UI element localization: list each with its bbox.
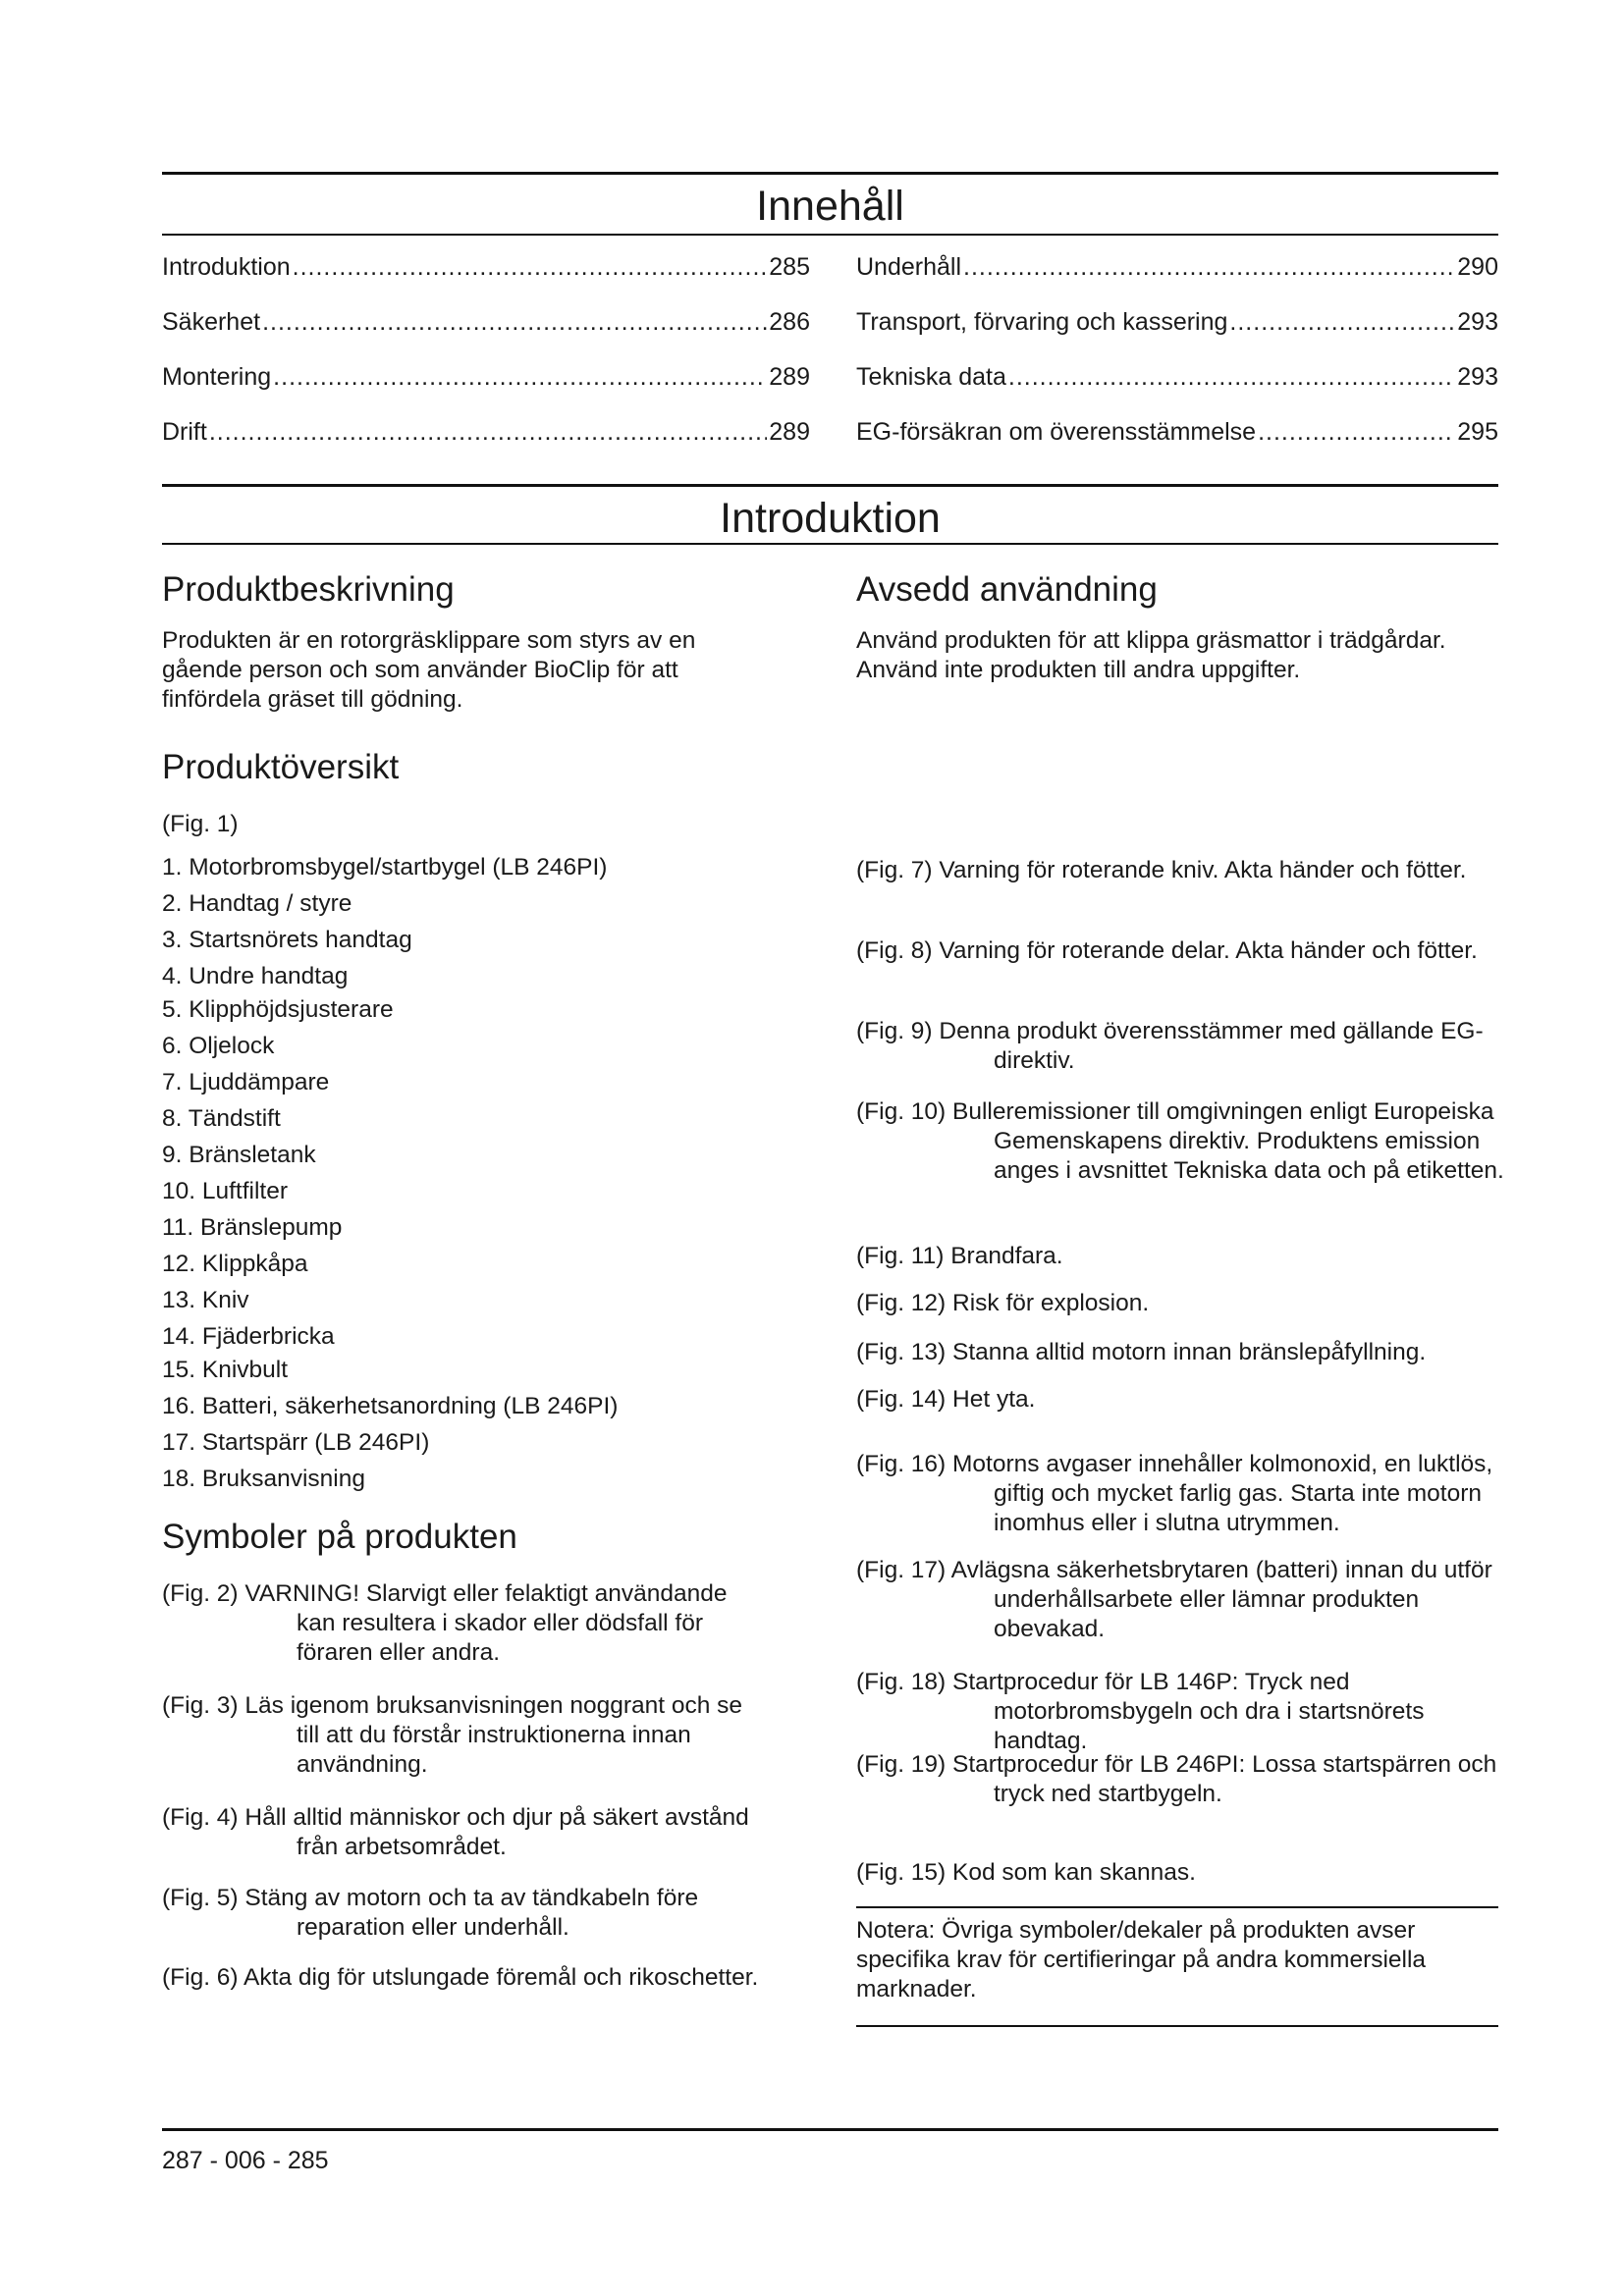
symbol-description: (Fig. 19) Startprocedur för LB 246PI: Lossa startspärren och tryck ned startbygeln.	[856, 1751, 1497, 1807]
toc-title-rule	[162, 234, 1498, 236]
toc-title: Innehåll	[756, 183, 904, 230]
symbol-description: (Fig. 18) Startprocedur för LB 146P: Tryck ned motorbromsbygeln och dra i startsnörets handtag.	[856, 1669, 1425, 1754]
intro-title: Introduktion	[720, 495, 941, 542]
product-description-heading: Produktbeskrivning	[162, 570, 455, 609]
toc-right-column	[856, 253, 1498, 473]
symbol-description: (Fig. 16) Motorns avgaser innehåller kolmonoxid, en luktlös, giftig och mycket farlig gas. Starta inte motorn inomhus eller i slutna utrymmen.	[856, 1451, 1493, 1536]
symbol-description: (Fig. 14) Het yta.	[856, 1386, 1036, 1413]
note-body: Övriga symboler/dekaler på produkten avser specifika krav för certifieringar på andra kommersiella marknader.	[856, 1917, 1427, 2002]
overview-item: 14. Fjäderbricka	[162, 1323, 335, 1350]
note-top-rule	[856, 1906, 1498, 1908]
overview-fig-ref: (Fig. 1)	[162, 811, 239, 837]
symbol-description: (Fig. 4) Håll alltid människor och djur på säkert avstånd från arbetsområdet.	[162, 1804, 749, 1860]
overview-item: 15. Knivbult	[162, 1357, 289, 1383]
toc-top-rule	[162, 172, 1498, 175]
intro-title-rule	[162, 543, 1498, 545]
overview-item: 9. Bränsletank	[162, 1142, 316, 1168]
toc-entry-eg-forsakran[interactable]: EG-försäkran om överensstämmelse ..... 295	[856, 418, 1498, 473]
symbol-description: (Fig. 5) Stäng av motorn och ta av tändkabeln före reparation eller underhåll.	[162, 1885, 699, 1941]
overview-item: 6. Oljelock	[162, 1033, 275, 1059]
note-bottom-rule	[856, 2025, 1498, 2027]
note-text	[856, 1916, 1498, 2004]
symbol-description: (Fig. 2) VARNING! Slarvigt eller felaktigt användande kan resultera i skador eller dödsfall för föraren eller andra.	[162, 1580, 728, 1666]
overview-item: 1. Motorbromsbygel/startbygel (LB 246PI)	[162, 854, 608, 881]
toc-entry-sakerhet[interactable]: Säkerhet ..... 286	[162, 308, 810, 363]
overview-item: 3. Startsnörets handtag	[162, 927, 412, 953]
overview-item: 18. Bruksanvisning	[162, 1466, 366, 1492]
overview-item: 7. Ljuddämpare	[162, 1069, 330, 1095]
footer-page-number: 285	[287, 2147, 329, 2174]
product-overview-heading: Produktöversikt	[162, 748, 400, 786]
product-description-text: Produkten är en rotorgräsklippare som styrs av en gående person och som använder BioClip för att finfördela gräset till gödning.	[162, 627, 696, 713]
overview-item: 16. Batteri, säkerhetsanordning (LB 246PI)	[162, 1393, 619, 1419]
symbol-description: (Fig. 7) Varning för roterande kniv. Akta händer och fötter.	[856, 857, 1467, 883]
overview-item: 10. Luftfilter	[162, 1178, 289, 1204]
symbol-description: (Fig. 3) Läs igenom bruksanvisningen noggrant och se till att du förstår instruktionerna innan användning.	[162, 1692, 743, 1778]
toc-entry-underhall[interactable]: Underhåll ..... 290	[856, 253, 1498, 308]
overview-item: 13. Kniv	[162, 1287, 249, 1313]
symbol-description: (Fig. 12) Risk för explosion.	[856, 1290, 1150, 1316]
overview-item: 5. Klipphöjdsjusterare	[162, 996, 394, 1023]
symbol-description: (Fig. 10) Bulleremissioner till omgivningen enligt Europeiska Gemenskapens direktiv. Produktens emission anges i avsnittet Tekniska data och på etiketten.	[856, 1098, 1504, 1184]
overview-item: 8. Tändstift	[162, 1105, 281, 1132]
symbol-description: (Fig. 15) Kod som kan skannas.	[856, 1859, 1196, 1886]
toc-entry-drift[interactable]: Drift ..... 289	[162, 418, 810, 473]
toc-entry-transport[interactable]: Transport, förvaring och kassering ..... 293	[856, 308, 1498, 363]
intended-use-heading: Avsedd användning	[856, 570, 1158, 609]
toc-left-column	[162, 253, 810, 473]
footer-page-ref: 287 - 006 -	[162, 2147, 281, 2174]
overview-item: 17. Startspärr (LB 246PI)	[162, 1429, 430, 1456]
intro-top-rule	[162, 484, 1498, 487]
symbol-description: (Fig. 8) Varning för roterande delar. Akta händer och fötter.	[856, 937, 1478, 964]
toc-entry-tekniska-data[interactable]: Tekniska data ..... 293	[856, 363, 1498, 418]
toc-entry-montering[interactable]: Montering ..... 289	[162, 363, 810, 418]
symbol-description: (Fig. 13) Stanna alltid motorn innan bränslepåfyllning.	[856, 1339, 1427, 1365]
overview-item: 2. Handtag / styre	[162, 890, 352, 917]
overview-item: 12. Klippkåpa	[162, 1251, 308, 1277]
symbol-description: (Fig. 17) Avlägsna säkerhetsbrytaren (batteri) innan du utför underhållsarbete eller lämnar produkten obevakad.	[856, 1557, 1492, 1642]
symbol-description: (Fig. 11) Brandfara.	[856, 1243, 1063, 1269]
footer-rule	[162, 2128, 1498, 2131]
intended-use-text: Använd produkten för att klippa gräsmattor i trädgårdar. Använd inte produkten till andra uppgifter.	[856, 627, 1446, 683]
symbol-description: (Fig. 9) Denna produkt överensstämmer med gällande EG-direktiv.	[856, 1018, 1484, 1074]
symbol-description: (Fig. 6) Akta dig för utslungade föremål och rikoschetter.	[162, 1964, 759, 1991]
overview-item: 4. Undre handtag	[162, 963, 349, 989]
toc-entry-introduktion[interactable]: Introduktion ..... 285	[162, 253, 810, 308]
page-footer	[162, 2147, 329, 2175]
symbols-heading: Symboler på produkten	[162, 1518, 517, 1556]
note-label: Notera:	[856, 1917, 936, 1944]
overview-item: 11. Bränslepump	[162, 1214, 343, 1241]
